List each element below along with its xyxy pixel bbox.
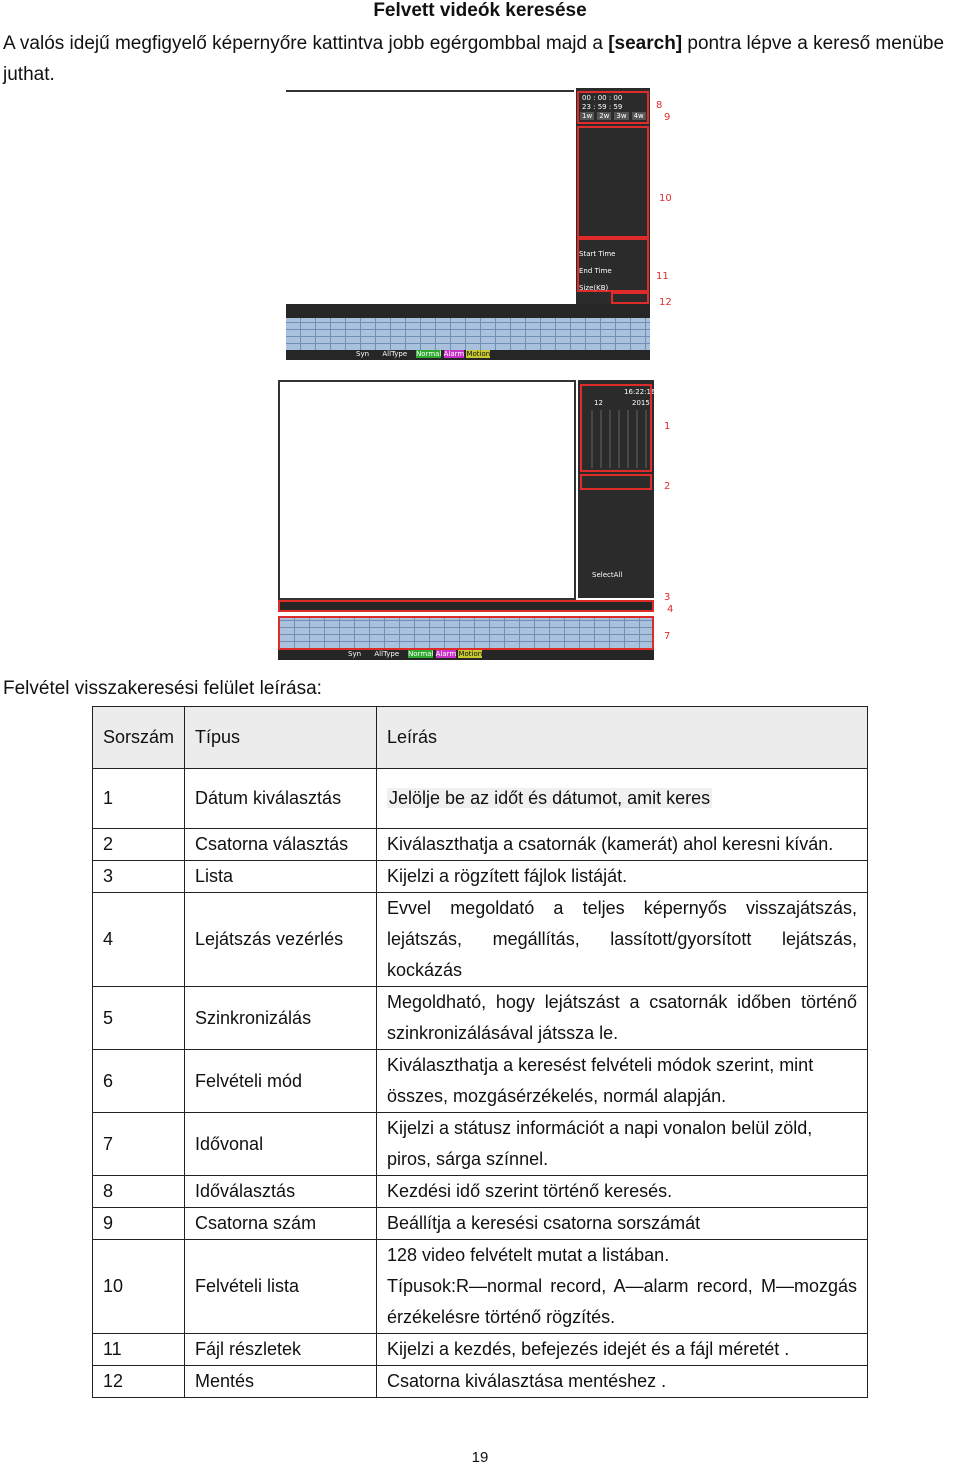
row-description: Kijelzi a státusz információt a napi vonalon belül zöld, piros, sárga színnel.: [377, 1113, 868, 1176]
callout-7: 7: [664, 631, 671, 642]
row-type: Felvételi lista: [185, 1240, 377, 1334]
select-all-checkbox[interactable]: SelectAll: [592, 571, 623, 579]
header-description: Leírás: [377, 707, 868, 769]
channel-button-4[interactable]: 4w: [633, 112, 644, 120]
callout-4: 4: [667, 604, 674, 615]
table-row: [93, 1334, 868, 1366]
row-description: Kijelzi a kezdés, befejezés idejét és a fájl méretét .: [377, 1334, 868, 1366]
row-description-line: 128 video felvételt mutat a listában.: [387, 1245, 670, 1265]
callout-9: 9: [664, 112, 671, 123]
row-number: 6: [93, 1050, 185, 1113]
callout-8: 8: [656, 100, 663, 111]
header-number: Sorszám: [93, 707, 185, 769]
playback-controls-bar[interactable]: [286, 304, 650, 318]
table-row: [93, 1366, 868, 1398]
callout-10: 10: [659, 193, 672, 204]
row-description: Csatorna kiválasztása mentéshez .: [377, 1366, 868, 1398]
channel-button-2[interactable]: 2w: [599, 112, 610, 120]
legend-syn[interactable]: Syn: [356, 350, 370, 358]
channel-buttons: [580, 112, 646, 120]
calendar-grid[interactable]: [584, 410, 648, 468]
row-number: 1: [93, 769, 185, 829]
row-description: Kijelzi a rögzített fájlok listáját.: [377, 861, 868, 893]
row-number: 5: [93, 987, 185, 1050]
channel-button-3[interactable]: 3w: [616, 112, 627, 120]
row-number: 2: [93, 829, 185, 861]
description-heading: Felvétel visszakeresési felület leírása:: [3, 678, 322, 699]
row-description: Evvel megoldató a teljes képernyős visszajátszás, lejátszás, megállítás, lassított/gyorsított lejátszás, kockázás: [377, 893, 868, 987]
row-type: Csatorna szám: [185, 1208, 377, 1240]
page-title: Felvett videók keresése: [373, 0, 587, 21]
video-preview-area: [286, 90, 574, 304]
callout-11: 11: [656, 271, 669, 282]
row-description: Beállítja a keresési csatorna sorszámát: [377, 1208, 868, 1240]
legend-motion-2[interactable]: Motion: [458, 650, 483, 658]
row-number: 7: [93, 1113, 185, 1176]
row-type: Időválasztás: [185, 1176, 377, 1208]
header-type: Típus: [185, 707, 377, 769]
row-number: 11: [93, 1334, 185, 1366]
function-table: [92, 706, 868, 1398]
record-list-box: [577, 126, 649, 238]
table-header-row: [93, 707, 868, 769]
legend-motion[interactable]: Motion: [466, 350, 491, 358]
legend-syn-2[interactable]: Syn: [348, 650, 362, 658]
legend-normal-2[interactable]: Normal: [408, 650, 434, 658]
end-time-display: 23 : 59 : 59: [582, 103, 623, 111]
search-screenshot-2: [278, 378, 680, 660]
row-type: Lejátszás vezérlés: [185, 893, 377, 987]
size-label: Size(KB): [579, 284, 609, 292]
start-time-label: Start Time: [579, 250, 616, 258]
legend-alarm[interactable]: Alarm: [443, 350, 465, 358]
callout-3: 3: [664, 592, 671, 603]
legend-normal[interactable]: Normal: [416, 350, 442, 358]
legend-alarm-2[interactable]: Alarm: [435, 650, 457, 658]
table-row: [93, 1240, 868, 1334]
table-row: [93, 829, 868, 861]
row-type: Csatorna választás: [185, 829, 377, 861]
record-type-legend-2: [278, 650, 654, 660]
row-description: Kezdési idő szerint történő keresés.: [377, 1176, 868, 1208]
record-type-legend: [286, 350, 650, 360]
row-type: Fájl részletek: [185, 1334, 377, 1366]
backup-box: [611, 292, 649, 304]
row-type: Lista: [185, 861, 377, 893]
row-number: 9: [93, 1208, 185, 1240]
table-row: [93, 1176, 868, 1208]
end-time-label: End Time: [579, 267, 612, 275]
playback-controls-bar-2[interactable]: [280, 602, 652, 610]
intro-paragraph: A valós idejű megfigyelő képernyőre kattintva jobb egérgombbal majd a [search] pontra lépve a kereső menübe juthat.: [3, 33, 945, 85]
table-row: [93, 1050, 868, 1113]
clock-display: 16:22:16: [624, 388, 656, 396]
row-number: 8: [93, 1176, 185, 1208]
row-description: Megoldható, hogy lejátszást a csatornák időben történő szinkronizálásával játssza le.: [377, 987, 868, 1050]
callout-12: 12: [659, 297, 672, 308]
legend-alltype[interactable]: AllType: [382, 350, 408, 358]
row-description-line: Típusok:R—normal record, A—alarm record, M—mozgás érzékelésre történő rögzítés.: [387, 1276, 857, 1327]
calendar-month: 12: [594, 399, 603, 407]
row-number: 3: [93, 861, 185, 893]
legend-alltype-2[interactable]: AllType: [374, 650, 400, 658]
timeline-grid[interactable]: [286, 318, 650, 350]
table-row: [93, 1208, 868, 1240]
row-type: Idővonal: [185, 1113, 377, 1176]
search-screenshot-1: [286, 88, 674, 360]
row-type: Szinkronizálás: [185, 987, 377, 1050]
row-number: 12: [93, 1366, 185, 1398]
row-description: Kiválaszthatja a keresést felvételi módok szerint, mint összes, mozgásérzékelés, normál alapján.: [377, 1050, 868, 1113]
row-type: Dátum kiválasztás: [185, 769, 377, 829]
start-time-display: 00 : 00 : 00: [582, 94, 623, 102]
callout-2: 2: [664, 481, 671, 492]
row-type: Mentés: [185, 1366, 377, 1398]
calendar-year: 2015: [632, 399, 650, 407]
callout-1: 1: [664, 421, 671, 432]
table-row: [93, 769, 868, 829]
channel-select-box: [580, 474, 652, 490]
row-description: Jelölje be az időt és dátumot, amit keres: [377, 769, 868, 829]
row-description: Kiválaszthatja a csatornák (kamerát) ahol keresni kíván.: [377, 829, 868, 861]
page-number: 19: [471, 1449, 489, 1466]
video-preview-area-2: [278, 380, 576, 600]
row-type: Felvételi mód: [185, 1050, 377, 1113]
table-row: [93, 1113, 868, 1176]
row-description: [377, 1240, 868, 1334]
table-row: [93, 861, 868, 893]
timeline-grid-2[interactable]: [280, 618, 652, 648]
channel-button-1[interactable]: 1w: [582, 112, 593, 120]
row-number: 10: [93, 1240, 185, 1334]
row-number: 4: [93, 893, 185, 987]
table-row: [93, 987, 868, 1050]
table-row: [93, 893, 868, 987]
